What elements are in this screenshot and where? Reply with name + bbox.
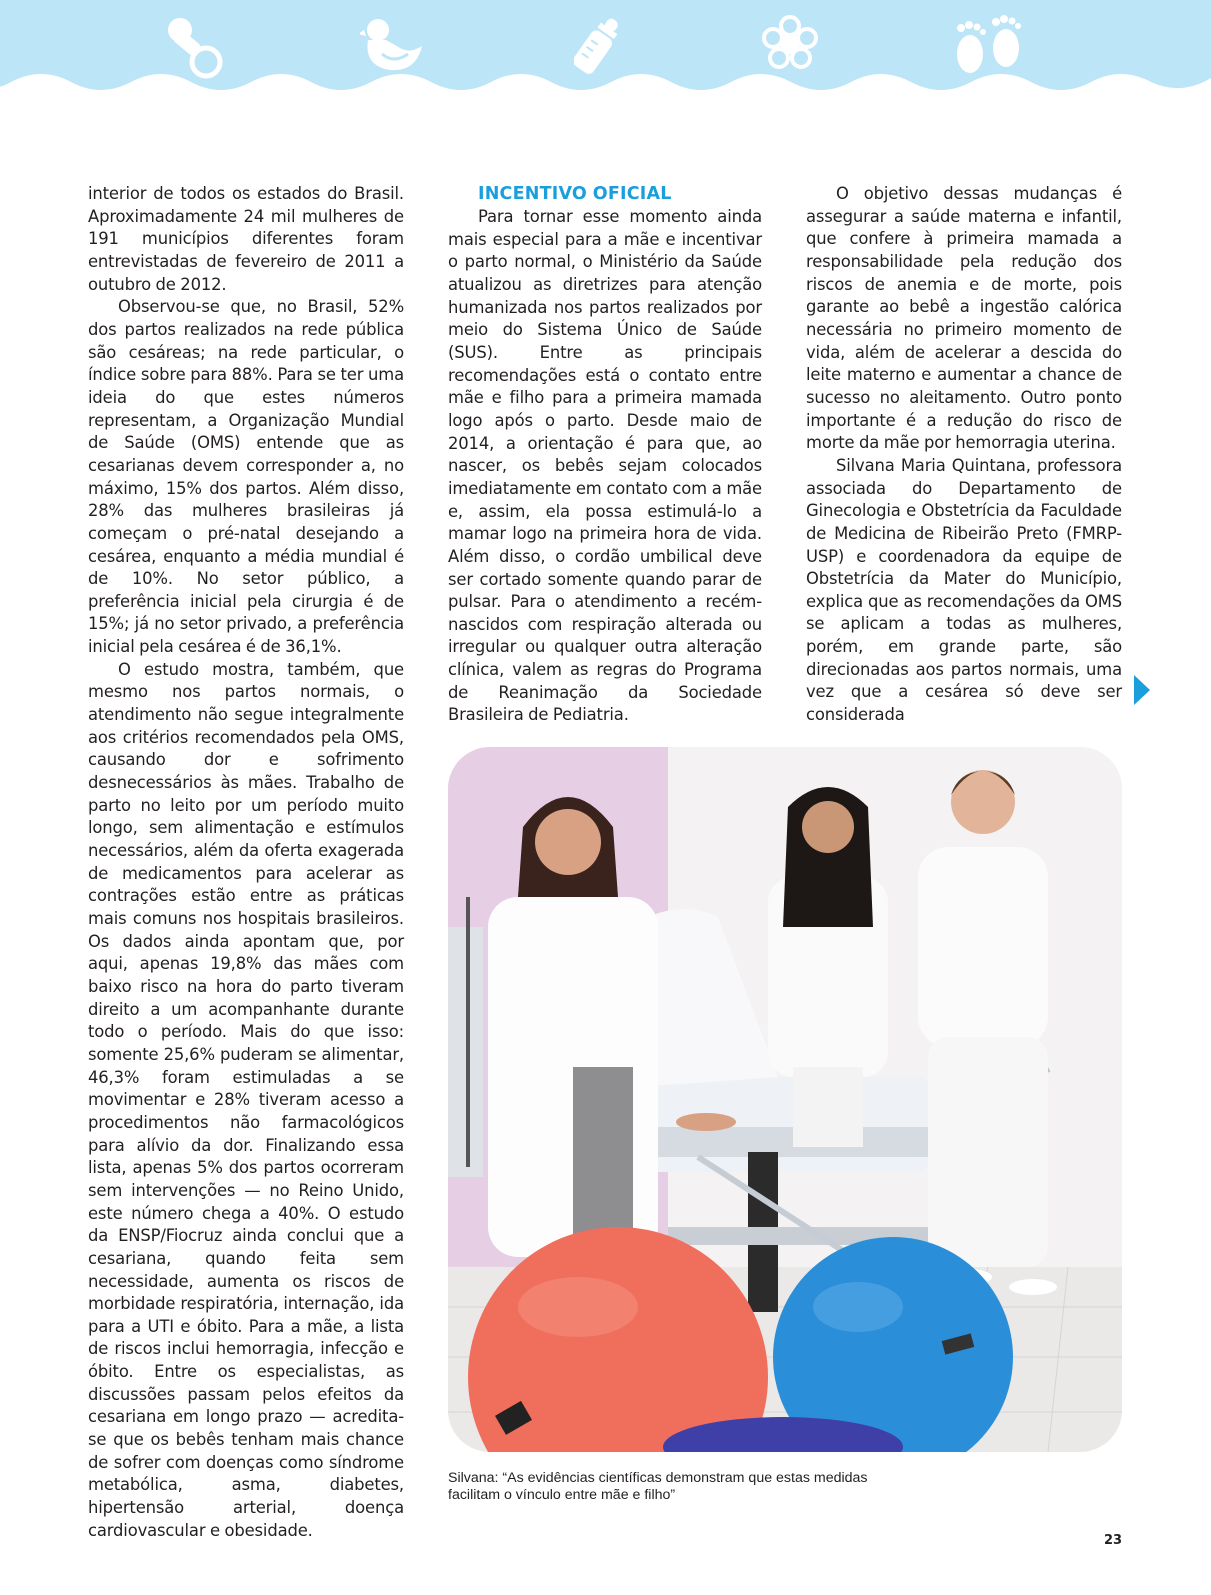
article-column-3	[806, 183, 1122, 727]
baby-bottle-icon	[574, 14, 630, 84]
page-number: 23	[1104, 1533, 1123, 1548]
article-column-2	[448, 183, 762, 727]
paragraph: Silvana Maria Quintana, professora associada do Departamento de Ginecologia e Obstetrícia da Faculdade de Medicina de Ribeirão Preto (FMRP-USP) e coordenadora da equipe de Obstetrícia da Mater do Município, explica que as recomendações da OMS se aplicam a todas as mulheres, porém, em grande parte, são direcionadas aos partos normais, uma vez que a cesárea só deve ser considerada	[806, 455, 1122, 725]
paragraph: Observou-se que, no Brasil, 52% dos partos realizados na rede pública são cesáreas; na rede particular, o índice sobre para 88%. Para se ter uma ideia do que estes números representam, a Organização Mundial de Saúde (OMS) entende que as cesarianas devem corresponder a, no máximo, 15% dos partos. Além disso, 28% das mulheres brasileiras já começam o pré-natal desejando a cesárea, enquanto a média mundial é de 10%. No setor público, a preferência inicial pela cirurgia é de 15%; já no setor privado, a preferência inicial pela cesárea é de 36,1%.	[88, 297, 404, 657]
paragraph: O objetivo dessas mudanças é assegurar a saúde materna e infantil, que confere à primeira mamada a responsabilidade pela redução dos riscos de anemia e de morte, pois garante ao bebê a ingestão calórica necessária no primeiro momento de vida, além de acelerar a descida do leite materno e aumentar a chance de sucesso no aleitamento. Outro ponto importante é a redução do risco de morte da mãe por hemorragia uterina.	[806, 184, 1122, 453]
section-heading: INCENTIVO OFICIAL	[478, 184, 672, 204]
article-column-1	[88, 183, 404, 1542]
paragraph: O estudo mostra, também, que mesmo nos partos normais, o atendimento não segue integralmente aos critérios recomendados pela OMS, causando dor e sofrimento desnecessários às mães. Trabalho de parto no leito por um período muito longo, sem alimentação e estímulos necessários, além da oferta exagerada de medicamentos para acelerar as contrações estão entre as práticas mais comuns nos hospitais brasileiros. Os dados ainda apontam que, por aqui, apenas 19,8% das mães com baixo risco na hora do parto tiveram direito a um acompanhante durante todo o período. Mais do que isso: somente 25,6% puderam se alimentar, 46,3% foram estimuladas a se movimentar e 28% tiveram acesso a procedimentos não farmacológicos para alívio da dor. Finalizando essa lista, apenas 5% dos partos ocorreram sem intervenções — no Reino Unido, este número chega a 40%. O estudo da ENSP/Fiocruz ainda conclui que a cesariana, quando feita sem necessidade, aumenta os riscos de morbidade respiratória, internação, ida para a UTI e óbito. Para a mãe, a lista de riscos inclui hemorragia, infecção e óbito. Entre os especialistas, as discussões passam pelos efeitos da cesariana em longo prazo — acredita-se que os bebês tenham mais chance de sofrer com doenças como síndrome metabólica, asma, diabetes, hipertensão arterial, doença cardiovascular e obesidade.	[88, 659, 404, 1540]
paragraph: interior de todos os estados do Brasil. Aproximadamente 24 mil mulheres de 191 municípios diferentes foram entrevistadas de fevereiro de 2011 a outubro de 2012.	[88, 184, 404, 294]
article-photo	[448, 747, 1122, 1452]
paragraph: Para tornar esse momento ainda mais especial para a mãe e incentivar o parto normal, o Ministério da Saúde atualizou as diretrizes para atenção humanizada nos partos realizados por meio do Sistema Único de Saúde (SUS). Entre as principais recomendações está o contato entre mãe e filho para a primeira mamada logo após o parto. Desde maio de 2014, a orientação é para que, ao nascer, os bebês sejam colocados imediatamente em contato com a mãe e, assim, ela possa estimulá-lo a mamar logo na primeira hora de vida. Além disso, o cordão umbilical deve ser cortado somente quando parar de pulsar. Para o atendimento a recém-nascidos com respiração alterada ou irregular ou qualquer outra alteração clínica, valem as regras do Programa de Reanimação da Sociedade Brasileira de Pediatria.	[448, 207, 762, 725]
flower-icon	[760, 14, 820, 74]
rubber-duck-icon	[360, 14, 426, 78]
decorative-header	[0, 0, 1211, 110]
pacifier-icon	[162, 14, 226, 82]
photo-caption: Silvana: “As evidências científicas demonstram que estas medidas facilitam o vínculo entre mãe e filho”	[448, 1470, 868, 1503]
footprints-icon	[950, 14, 1030, 78]
continue-arrow-icon	[1134, 675, 1150, 705]
